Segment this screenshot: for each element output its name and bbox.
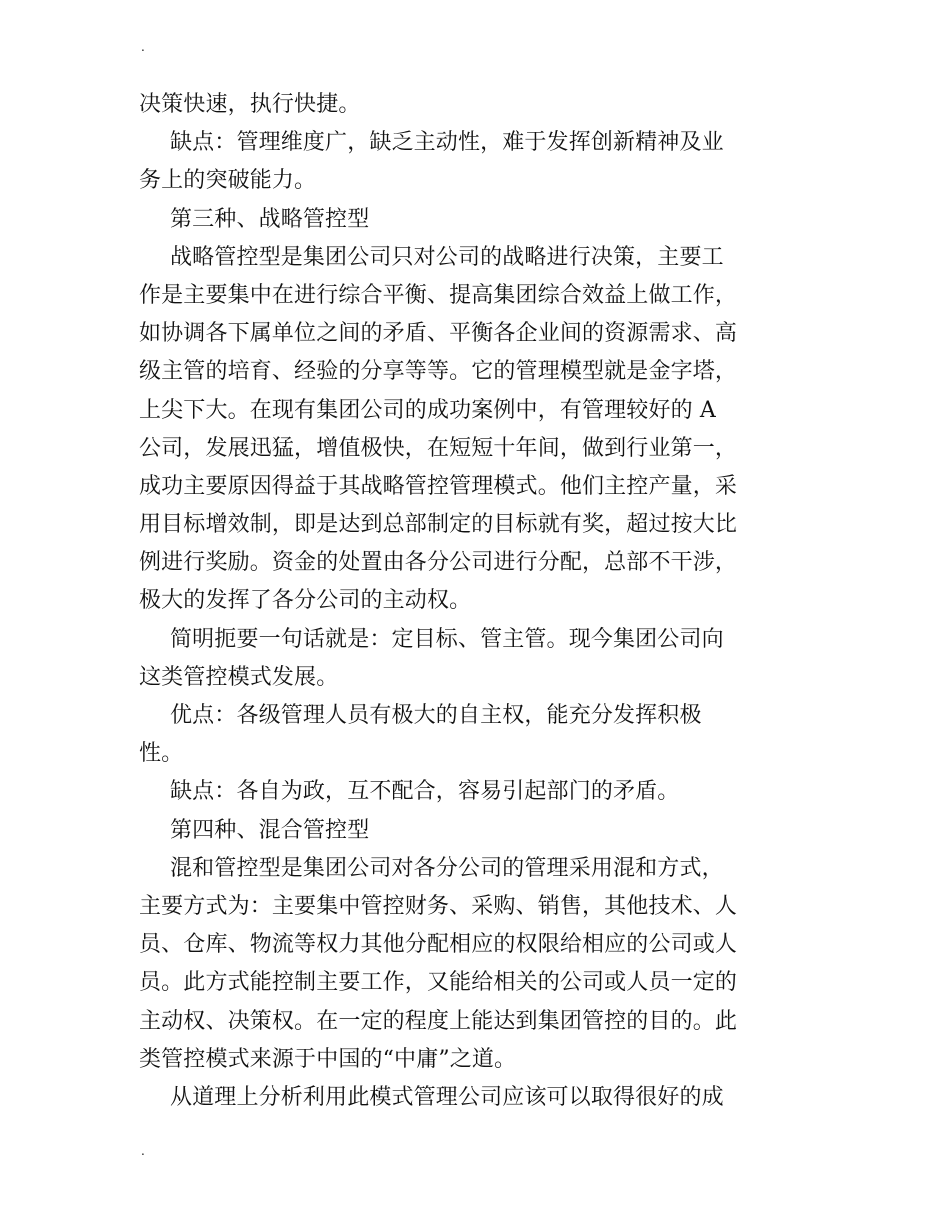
text-line: 这类管控模式发展。 [139, 664, 339, 690]
text-line: 公司，发展迅猛，增值极快，在短短十年间，做到行业第一， [139, 435, 738, 461]
text-line: 主要方式为：主要集中管控财务、采购、销售，其他技术、人 [139, 893, 738, 919]
text-line: 优点：各级管理人员有极大的自主权，能充分发挥积极 [170, 703, 702, 728]
text-line: 级主管的培育、经验的分享等等。它的管理模型就是金字塔， [139, 359, 738, 385]
footer-mark: . [141, 1144, 145, 1158]
text-line: 类管控模式来源于中国的“中庸”之道。 [139, 1046, 517, 1072]
text-line: 员。此方式能控制主要工作，又能给相关的公司或人员一定的 [139, 970, 738, 996]
text-line: 决策快速，执行快捷。 [139, 92, 361, 117]
text-line: 缺点：管理维度广，缺乏主动性，难于发挥创新精神及业 [170, 130, 724, 156]
text-line: 极大的发挥了各分公司的主动权。 [139, 588, 472, 614]
text-line: 战略管控型是集团公司只对公司的战略进行决策，主要工 [170, 244, 724, 270]
text-line: 作是主要集中在进行综合平衡、提高集团综合效益上做工作， [139, 282, 738, 308]
text-line: 用目标增效制，即是达到总部制定的目标就有奖，超过按大比 [139, 512, 738, 538]
text-line: 从道理上分析利用此模式管理公司应该可以取得很好的成 [170, 1084, 724, 1110]
text-line: 缺点：各自为政，互不配合，容易引起部门的矛盾。 [170, 779, 680, 805]
text-line: 员、仓库、物流等权力其他分配相应的权限给相应的公司或人 [139, 932, 738, 958]
text-line: 性。 [139, 741, 184, 767]
text-line: 成功主要原因得益于其战略管控管理模式。他们主控产量，采 [139, 473, 738, 499]
text-line: 第四种、混合管控型 [170, 817, 370, 843]
text-line: 如协调各下属单位之间的矛盾、平衡各企业间的资源需求、高 [139, 321, 738, 347]
text-line: 第三种、战略管控型 [170, 206, 370, 232]
text-line: 简明扼要一句话就是：定目标、管主管。现今集团公司向 [170, 626, 724, 652]
header-mark: . [141, 40, 145, 54]
document-body [139, 86, 819, 1117]
text-line: 例进行奖励。资金的处置由各分公司进行分配，总部不干涉， [139, 550, 738, 576]
text-line: 主动权、决策权。在一定的程度上能达到集团管控的目的。此 [139, 1008, 738, 1034]
text-line: 混和管控型是集团公司对各分公司的管理采用混和方式， [170, 855, 724, 881]
text-line: 务上的突破能力。 [139, 168, 317, 194]
text-line: 上尖下大。在现有集团公司的成功案例中，有管理较好的 A [139, 397, 716, 423]
